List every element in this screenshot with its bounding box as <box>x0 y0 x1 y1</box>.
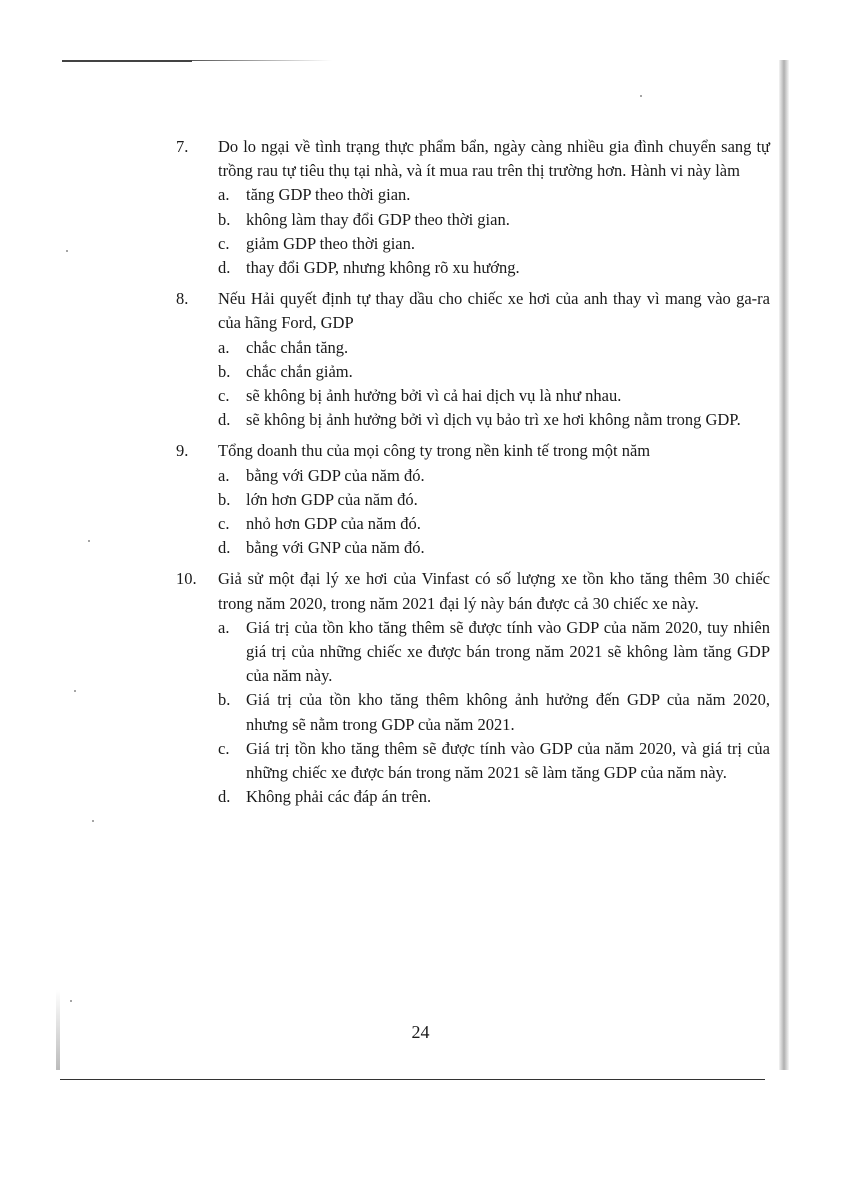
scan-speck <box>640 95 642 97</box>
option-label: a. <box>218 337 230 357</box>
option-label: c. <box>218 514 230 534</box>
option-text: tăng GDP theo thời gian. <box>246 185 411 205</box>
scan-edge-shadow <box>779 60 789 1070</box>
option-label: a. <box>218 185 230 205</box>
option-label: d. <box>218 410 231 430</box>
option-c <box>218 512 770 536</box>
option-text: Giá trị tồn kho tăng thêm sẽ được tính vào GDP của năm 2020, và giá trị của những chiếc xe được bán trong năm 2021 sẽ làm tăng GDP của năm này. <box>246 738 770 783</box>
option-c <box>218 737 770 785</box>
option-a <box>218 336 770 360</box>
option-label: b. <box>218 209 231 229</box>
option-a <box>218 183 770 207</box>
option-label: b. <box>218 489 231 509</box>
option-text: Không phải các đáp án trên. <box>246 787 432 807</box>
question-number: 10. <box>176 569 197 589</box>
question-text: Giả sử một đại lý xe hơi của Vinfast có số lượng xe tồn kho tăng thêm 30 chiếc trong năm 2020, trong năm 2021 đại lý này bán được cả 30 chiếc xe này. <box>218 569 770 613</box>
option-text: bằng với GNP của năm đó. <box>246 538 425 558</box>
option-label: a. <box>218 465 230 485</box>
option-d <box>218 256 770 280</box>
option-d <box>218 536 770 560</box>
option-label: a. <box>218 617 230 637</box>
option-b <box>218 360 770 384</box>
question-9 <box>176 439 770 560</box>
scan-speck <box>88 540 90 542</box>
option-b <box>218 688 770 736</box>
scan-speck <box>92 820 94 822</box>
option-text: không làm thay đổi GDP theo thời gian. <box>246 209 510 229</box>
option-text: thay đổi GDP, nhưng không rõ xu hướng. <box>246 258 520 278</box>
option-d <box>218 785 770 809</box>
option-label: b. <box>218 690 231 710</box>
scan-speck <box>66 250 68 252</box>
question-number: 8. <box>176 289 189 309</box>
option-b <box>218 208 770 232</box>
option-label: d. <box>218 258 231 278</box>
top-rule-fade <box>192 60 332 61</box>
option-a <box>218 616 770 689</box>
option-label: c. <box>218 738 230 758</box>
option-label: d. <box>218 787 231 807</box>
option-label: b. <box>218 361 231 381</box>
option-text: lớn hơn GDP của năm đó. <box>246 489 418 509</box>
question-text: Nếu Hải quyết định tự thay dầu cho chiếc xe hơi của anh thay vì mang vào ga-ra của hãng Ford, GDP <box>218 289 770 333</box>
page-number: 24 <box>411 1022 430 1042</box>
option-text: Giá trị của tồn kho tăng thêm sẽ được tính vào GDP của năm 2020, tuy nhiên giá trị của những chiếc xe được bán trong năm 2021 sẽ không làm tăng GDP của năm này. <box>246 617 770 686</box>
question-number: 7. <box>176 137 189 156</box>
option-label: d. <box>218 538 231 558</box>
scan-speck <box>70 1000 72 1002</box>
option-b <box>218 488 770 512</box>
question-7 <box>176 135 770 280</box>
top-rule <box>62 60 192 62</box>
bottom-rule <box>60 1079 765 1080</box>
option-text: chắc chắn giảm. <box>246 361 353 381</box>
option-text: chắc chắn tăng. <box>246 337 349 357</box>
question-8 <box>176 287 770 432</box>
option-text: sẽ không bị ảnh hưởng bởi vì dịch vụ bảo trì xe hơi không nằm trong GDP. <box>246 410 741 430</box>
question-number: 9. <box>176 441 189 461</box>
question-text: Do lo ngại về tình trạng thực phẩm bẩn, ngày càng nhiều gia đình chuyển sang tự trồng rau tự tiêu thụ tại nhà, và ít mua rau trên thị trường hơn. Hành vi này làm <box>218 137 770 181</box>
option-text: giảm GDP theo thời gian. <box>246 233 415 253</box>
option-text: sẽ không bị ảnh hưởng bởi vì cả hai dịch vụ là như nhau. <box>246 386 622 406</box>
option-text: nhỏ hơn GDP của năm đó. <box>246 514 421 534</box>
option-label: c. <box>218 233 230 253</box>
scan-speck <box>74 690 76 692</box>
option-c <box>218 384 770 408</box>
option-a <box>218 464 770 488</box>
option-text: bằng với GDP của năm đó. <box>246 465 425 485</box>
question-10 <box>176 567 770 809</box>
option-text: Giá trị của tồn kho tăng thêm không ảnh hưởng đến GDP của năm 2020, nhưng sẽ nằm trong GDP của năm 2021. <box>246 690 770 734</box>
option-c <box>218 232 770 256</box>
question-list <box>176 135 770 809</box>
option-label: c. <box>218 386 230 406</box>
question-text: Tổng doanh thu của mọi công ty trong nền kinh tế trong một năm <box>218 441 651 461</box>
option-d <box>218 408 770 432</box>
